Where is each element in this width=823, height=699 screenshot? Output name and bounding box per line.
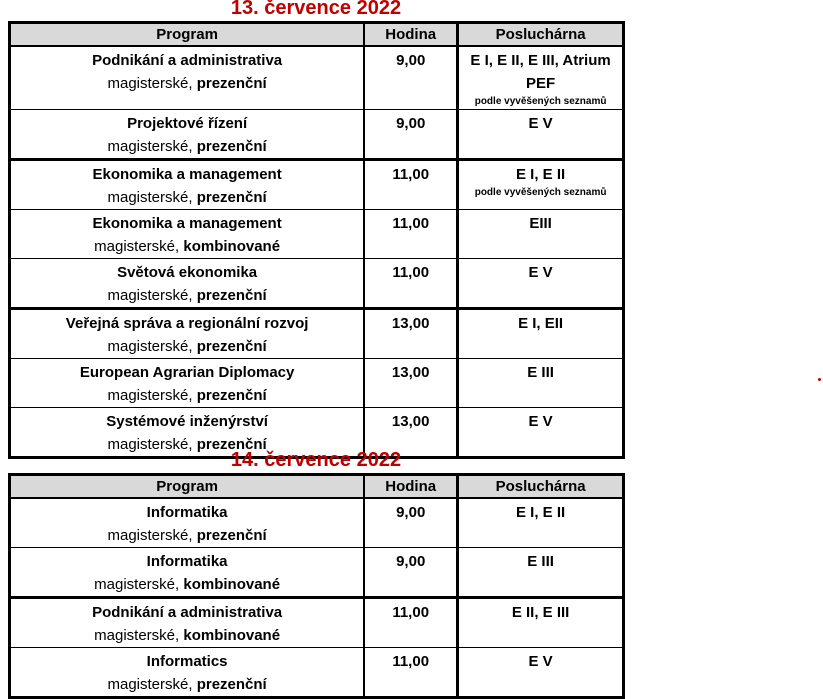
schedule-table-1 — [8, 21, 625, 459]
table-row — [10, 598, 624, 648]
room-note: podle vyvěšených seznamů — [474, 96, 607, 107]
hour-cell: 9,00 — [364, 548, 457, 598]
study-level: magisterské, — [107, 287, 197, 304]
room-name: E III — [527, 364, 554, 381]
table-row — [10, 46, 624, 110]
room-cell — [458, 160, 624, 210]
study-form: prezenční — [196, 527, 267, 544]
study-level: magisterské, — [94, 576, 184, 593]
program-cell — [10, 46, 365, 110]
column-header-hour: Hodina — [364, 475, 457, 499]
program-cell — [10, 648, 365, 698]
room-name: E I, EII — [518, 315, 564, 332]
program-name: Ekonomika a management — [92, 215, 282, 232]
room-cell — [458, 110, 624, 160]
hour-cell: 9,00 — [364, 498, 457, 548]
hour-cell: 11,00 — [364, 259, 457, 309]
study-form: prezenční — [196, 676, 267, 693]
study-level: magisterské, — [107, 75, 197, 92]
program-name: Podnikání a administrativa — [92, 52, 283, 69]
day-title-1: 13. července 2022 — [230, 0, 402, 19]
program-name: Veřejná správa a regionální rozvoj — [65, 315, 309, 332]
program-cell — [10, 309, 365, 359]
table-header-row — [10, 475, 624, 499]
room-name: E V — [528, 413, 553, 430]
room-cell — [458, 648, 624, 698]
program-cell — [10, 160, 365, 210]
room-name: E II, E III — [511, 604, 570, 621]
study-form: prezenční — [196, 287, 267, 304]
program-name: Systémové inženýrství — [106, 413, 268, 430]
program-cell — [10, 210, 365, 259]
column-header-room: Posluchárna — [458, 23, 624, 47]
table-row — [10, 309, 624, 359]
table-row — [10, 548, 624, 598]
room-name: E I, E II — [515, 504, 566, 521]
room-cell — [458, 598, 624, 648]
schedule-table-2 — [8, 473, 625, 699]
column-header-room: Posluchárna — [458, 475, 624, 499]
room-cell — [458, 359, 624, 408]
study-form: prezenční — [196, 387, 267, 404]
room-name: E III — [527, 553, 554, 570]
hour-cell: 9,00 — [364, 110, 457, 160]
room-name: E I, E II, E III, Atrium PEF — [470, 52, 611, 92]
study-level: magisterské, — [107, 436, 197, 453]
study-level: magisterské, — [94, 627, 184, 644]
room-cell — [458, 210, 624, 259]
study-level: magisterské, — [107, 338, 197, 355]
room-note: podle vyvěšených seznamů — [474, 187, 607, 198]
room-name: E I, E II — [515, 166, 566, 183]
room-cell — [458, 309, 624, 359]
program-name: Podnikání a administrativa — [92, 604, 283, 621]
room-cell — [458, 259, 624, 309]
table-row — [10, 110, 624, 160]
study-level: magisterské, — [107, 387, 197, 404]
program-cell — [10, 548, 365, 598]
study-level: magisterské, — [107, 527, 197, 544]
program-name: Informatika — [146, 553, 228, 570]
study-level: magisterské, — [107, 138, 197, 155]
room-name: E V — [528, 115, 553, 132]
table-row — [10, 359, 624, 408]
study-form: prezenční — [196, 138, 267, 155]
column-header-program: Program — [10, 475, 365, 499]
hour-cell: 13,00 — [364, 359, 457, 408]
study-form: kombinované — [183, 238, 281, 255]
stray-dot — [818, 378, 821, 381]
room-cell — [458, 498, 624, 548]
program-cell — [10, 498, 365, 548]
table-row — [10, 210, 624, 259]
study-level: magisterské, — [107, 189, 197, 206]
study-form: prezenční — [196, 189, 267, 206]
table-row — [10, 259, 624, 309]
program-name: Ekonomika a management — [92, 166, 282, 183]
study-form: kombinované — [183, 576, 281, 593]
column-header-program: Program — [10, 23, 365, 47]
program-cell — [10, 598, 365, 648]
program-name: Projektové řízení — [127, 115, 248, 132]
study-level: magisterské, — [94, 238, 184, 255]
program-name: European Agrarian Diplomacy — [79, 364, 295, 381]
hour-cell: 11,00 — [364, 160, 457, 210]
room-name: E V — [528, 264, 553, 281]
study-form: kombinované — [183, 627, 281, 644]
hour-cell: 9,00 — [364, 46, 457, 110]
day-title-2: 14. července 2022 — [230, 449, 402, 471]
column-header-hour: Hodina — [364, 23, 457, 47]
hour-cell: 13,00 — [364, 408, 457, 458]
hour-cell: 13,00 — [364, 309, 457, 359]
study-form: prezenční — [196, 436, 267, 453]
table-row — [10, 648, 624, 698]
table-row — [10, 498, 624, 548]
hour-cell: 11,00 — [364, 598, 457, 648]
study-form: prezenční — [196, 338, 267, 355]
program-name: Světová ekonomika — [117, 264, 258, 281]
room-cell — [458, 46, 624, 110]
hour-cell: 11,00 — [364, 648, 457, 698]
table-header-row — [10, 23, 624, 47]
program-cell — [10, 110, 365, 160]
table-row — [10, 160, 624, 210]
study-level: magisterské, — [107, 676, 197, 693]
room-cell — [458, 548, 624, 598]
program-name: Informatika — [146, 504, 228, 521]
room-name: EIII — [529, 215, 552, 232]
study-form: prezenční — [196, 75, 267, 92]
program-name: Informatics — [146, 653, 228, 670]
program-cell — [10, 259, 365, 309]
hour-cell: 11,00 — [364, 210, 457, 259]
room-name: E V — [528, 653, 553, 670]
program-cell — [10, 359, 365, 408]
